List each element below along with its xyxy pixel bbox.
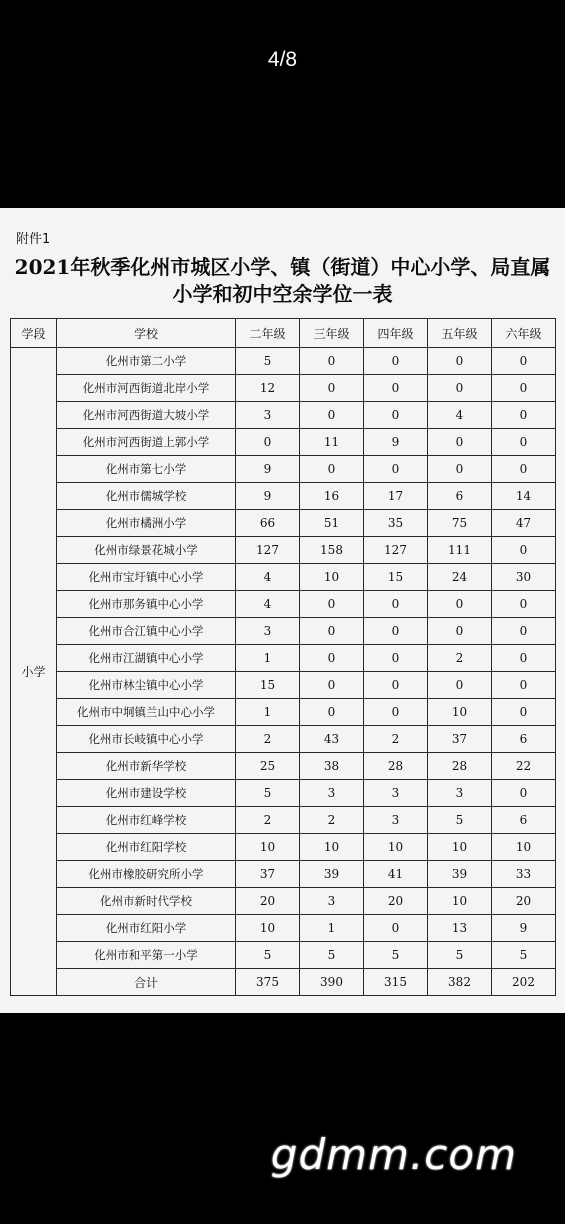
vacancy-cell: 2	[364, 726, 428, 753]
watermark: gdmm.com	[270, 1130, 517, 1179]
vacancy-cell: 30	[492, 564, 556, 591]
vacancy-cell: 0	[364, 402, 428, 429]
attachment-label: 附件1	[16, 232, 51, 247]
vacancy-cell: 33	[492, 861, 556, 888]
vacancy-cell: 43	[300, 726, 364, 753]
vacancy-cell: 51	[300, 510, 364, 537]
vacancy-table	[10, 318, 556, 996]
vacancy-cell: 15	[236, 672, 300, 699]
vacancy-cell: 22	[492, 753, 556, 780]
vacancy-cell: 37	[428, 726, 492, 753]
header-cell: 五年级	[428, 319, 492, 348]
vacancy-cell: 10	[428, 834, 492, 861]
school-name-cell: 化州市新华学校	[57, 753, 236, 780]
vacancy-cell: 0	[364, 915, 428, 942]
vacancy-cell: 0	[364, 456, 428, 483]
school-name-cell: 化州市和平第一小学	[57, 942, 236, 969]
vacancy-cell: 3	[300, 888, 364, 915]
table-row	[11, 402, 556, 429]
vacancy-cell: 0	[300, 618, 364, 645]
school-name-cell: 化州市建设学校	[57, 780, 236, 807]
vacancy-cell: 0	[300, 672, 364, 699]
section-cell: 小学	[11, 348, 57, 996]
header-cell: 三年级	[300, 319, 364, 348]
school-name-cell: 化州市橡胶研究所小学	[57, 861, 236, 888]
title-line-2: 小学和初中空余学位一表	[172, 282, 393, 306]
vacancy-cell: 6	[428, 483, 492, 510]
table-header-row	[11, 319, 556, 348]
vacancy-cell: 2	[236, 726, 300, 753]
vacancy-cell: 158	[300, 537, 364, 564]
vacancy-cell: 25	[236, 753, 300, 780]
vacancy-cell: 5	[236, 780, 300, 807]
vacancy-cell: 14	[492, 483, 556, 510]
school-name-cell: 化州市宝圩镇中心小学	[57, 564, 236, 591]
vacancy-cell: 41	[364, 861, 428, 888]
vacancy-cell: 5	[428, 942, 492, 969]
vacancy-cell: 0	[364, 348, 428, 375]
vacancy-cell: 9	[364, 429, 428, 456]
vacancy-cell: 0	[428, 456, 492, 483]
vacancy-cell: 2	[236, 807, 300, 834]
vacancy-cell: 12	[236, 375, 300, 402]
school-name-cell: 化州市中垌镇兰山中心小学	[57, 699, 236, 726]
table-row	[11, 591, 556, 618]
vacancy-cell: 3	[428, 780, 492, 807]
school-name-cell: 化州市林尘镇中心小学	[57, 672, 236, 699]
table-body	[11, 348, 556, 996]
vacancy-cell: 10	[428, 699, 492, 726]
vacancy-cell: 0	[492, 618, 556, 645]
vacancy-cell: 0	[428, 375, 492, 402]
table-row	[11, 942, 556, 969]
page-indicator: 4/8	[267, 48, 298, 71]
table-row	[11, 429, 556, 456]
table-row	[11, 780, 556, 807]
document-page	[0, 208, 565, 1013]
vacancy-cell: 0	[428, 429, 492, 456]
table-row	[11, 645, 556, 672]
total-value-cell: 202	[492, 969, 556, 996]
vacancy-cell: 35	[364, 510, 428, 537]
vacancy-cell: 39	[428, 861, 492, 888]
table-row	[11, 915, 556, 942]
school-name-cell: 化州市第七小学	[57, 456, 236, 483]
vacancy-cell: 0	[300, 591, 364, 618]
school-name-cell: 化州市长岐镇中心小学	[57, 726, 236, 753]
vacancy-cell: 10	[236, 915, 300, 942]
total-value-cell: 382	[428, 969, 492, 996]
vacancy-cell: 24	[428, 564, 492, 591]
vacancy-cell: 0	[300, 402, 364, 429]
school-name-cell: 化州市儒城学校	[57, 483, 236, 510]
vacancy-cell: 0	[492, 699, 556, 726]
vacancy-cell: 0	[300, 645, 364, 672]
vacancy-cell: 10	[428, 888, 492, 915]
vacancy-cell: 17	[364, 483, 428, 510]
vacancy-cell: 1	[236, 645, 300, 672]
header-cell: 学校	[57, 319, 236, 348]
vacancy-cell: 3	[300, 780, 364, 807]
vacancy-cell: 0	[364, 618, 428, 645]
vacancy-cell: 0	[492, 591, 556, 618]
table-row	[11, 888, 556, 915]
vacancy-cell: 4	[236, 564, 300, 591]
vacancy-cell: 5	[364, 942, 428, 969]
vacancy-cell: 6	[492, 726, 556, 753]
vacancy-cell: 5	[236, 942, 300, 969]
title-line-1: 2021年秋季化州市城区小学、镇（街道）中心小学、局直属	[14, 255, 551, 279]
table-row	[11, 699, 556, 726]
vacancy-cell: 37	[236, 861, 300, 888]
vacancy-cell: 2	[300, 807, 364, 834]
table-row	[11, 726, 556, 753]
school-name-cell: 化州市红阳小学	[57, 915, 236, 942]
vacancy-cell: 66	[236, 510, 300, 537]
vacancy-cell: 28	[428, 753, 492, 780]
table-row	[11, 348, 556, 375]
total-value-cell: 375	[236, 969, 300, 996]
vacancy-cell: 0	[492, 645, 556, 672]
header-cell: 学段	[11, 319, 57, 348]
school-name-cell: 化州市红峰学校	[57, 807, 236, 834]
vacancy-cell: 0	[492, 402, 556, 429]
vacancy-cell: 0	[492, 348, 556, 375]
vacancy-cell: 0	[492, 429, 556, 456]
table-row	[11, 483, 556, 510]
vacancy-cell: 5	[492, 942, 556, 969]
table-row	[11, 618, 556, 645]
vacancy-cell: 4	[236, 591, 300, 618]
vacancy-cell: 20	[364, 888, 428, 915]
document-title	[10, 254, 555, 308]
total-label-cell: 合计	[57, 969, 236, 996]
vacancy-cell: 0	[492, 672, 556, 699]
vacancy-cell: 0	[236, 429, 300, 456]
vacancy-cell: 0	[492, 537, 556, 564]
vacancy-cell: 111	[428, 537, 492, 564]
vacancy-cell: 1	[300, 915, 364, 942]
header-cell: 二年级	[236, 319, 300, 348]
vacancy-cell: 5	[428, 807, 492, 834]
school-name-cell: 化州市绿景花城小学	[57, 537, 236, 564]
vacancy-cell: 16	[300, 483, 364, 510]
vacancy-cell: 0	[300, 375, 364, 402]
vacancy-cell: 39	[300, 861, 364, 888]
vacancy-cell: 10	[236, 834, 300, 861]
vacancy-cell: 20	[236, 888, 300, 915]
table-row	[11, 672, 556, 699]
table-row	[11, 861, 556, 888]
total-row	[11, 969, 556, 996]
school-name-cell: 化州市橘洲小学	[57, 510, 236, 537]
vacancy-cell: 10	[364, 834, 428, 861]
vacancy-cell: 5	[300, 942, 364, 969]
vacancy-cell: 0	[300, 456, 364, 483]
vacancy-cell: 0	[364, 699, 428, 726]
school-name-cell: 化州市河西街道北岸小学	[57, 375, 236, 402]
vacancy-cell: 0	[492, 780, 556, 807]
school-name-cell: 化州市新时代学校	[57, 888, 236, 915]
vacancy-cell: 0	[428, 348, 492, 375]
vacancy-cell: 0	[300, 699, 364, 726]
vacancy-cell: 9	[236, 456, 300, 483]
table-row	[11, 537, 556, 564]
school-name-cell: 化州市合江镇中心小学	[57, 618, 236, 645]
vacancy-cell: 0	[364, 591, 428, 618]
vacancy-cell: 0	[428, 672, 492, 699]
school-name-cell: 化州市第二小学	[57, 348, 236, 375]
vacancy-cell: 0	[364, 645, 428, 672]
vacancy-cell: 4	[428, 402, 492, 429]
vacancy-cell: 20	[492, 888, 556, 915]
vacancy-cell: 127	[364, 537, 428, 564]
table-row	[11, 807, 556, 834]
vacancy-cell: 5	[236, 348, 300, 375]
vacancy-cell: 0	[492, 456, 556, 483]
vacancy-cell: 10	[300, 564, 364, 591]
table-row	[11, 753, 556, 780]
vacancy-cell: 0	[492, 375, 556, 402]
vacancy-cell: 3	[236, 402, 300, 429]
vacancy-cell: 9	[236, 483, 300, 510]
header-cell: 六年级	[492, 319, 556, 348]
header-cell: 四年级	[364, 319, 428, 348]
vacancy-cell: 127	[236, 537, 300, 564]
vacancy-cell: 75	[428, 510, 492, 537]
vacancy-cell: 38	[300, 753, 364, 780]
table-row	[11, 834, 556, 861]
total-value-cell: 390	[300, 969, 364, 996]
school-name-cell: 化州市那务镇中心小学	[57, 591, 236, 618]
vacancy-cell: 0	[364, 672, 428, 699]
school-name-cell: 化州市河西街道大坡小学	[57, 402, 236, 429]
vacancy-cell: 0	[364, 375, 428, 402]
table-row	[11, 510, 556, 537]
vacancy-cell: 47	[492, 510, 556, 537]
school-name-cell: 化州市河西街道上郭小学	[57, 429, 236, 456]
table-row	[11, 564, 556, 591]
table-row	[11, 375, 556, 402]
vacancy-cell: 28	[364, 753, 428, 780]
vacancy-cell: 3	[236, 618, 300, 645]
vacancy-cell: 11	[300, 429, 364, 456]
vacancy-cell: 0	[428, 591, 492, 618]
vacancy-cell: 2	[428, 645, 492, 672]
table-row	[11, 456, 556, 483]
vacancy-cell: 13	[428, 915, 492, 942]
vacancy-cell: 1	[236, 699, 300, 726]
total-value-cell: 315	[364, 969, 428, 996]
vacancy-cell: 3	[364, 780, 428, 807]
vacancy-cell: 6	[492, 807, 556, 834]
school-name-cell: 化州市红阳学校	[57, 834, 236, 861]
vacancy-cell: 10	[492, 834, 556, 861]
vacancy-cell: 0	[300, 348, 364, 375]
vacancy-cell: 10	[300, 834, 364, 861]
vacancy-cell: 0	[428, 618, 492, 645]
vacancy-cell: 9	[492, 915, 556, 942]
vacancy-cell: 15	[364, 564, 428, 591]
vacancy-cell: 3	[364, 807, 428, 834]
school-name-cell: 化州市江湖镇中心小学	[57, 645, 236, 672]
